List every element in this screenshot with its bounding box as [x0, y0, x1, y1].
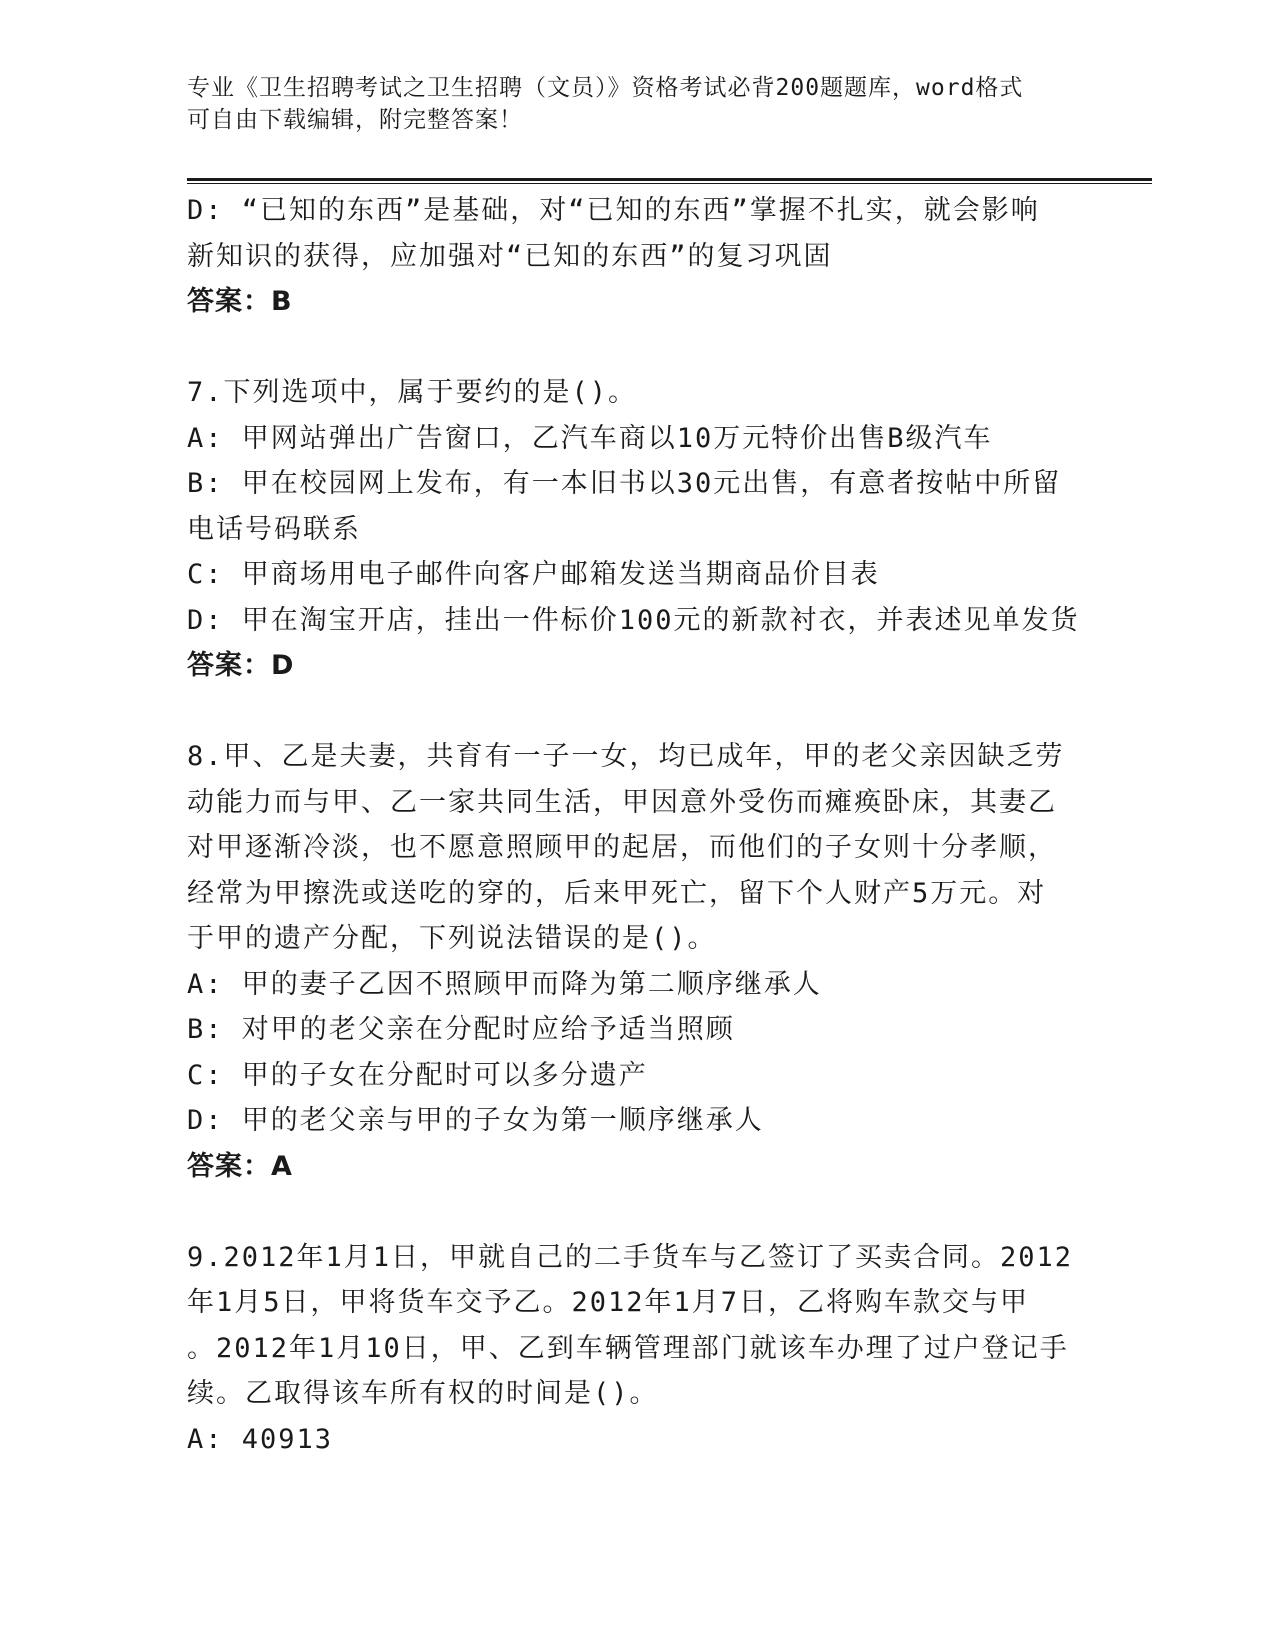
question-stem-continued: 。2012年1月10日，甲、乙到车辆管理部门就该车办理了过户登记手 [187, 1332, 1069, 1364]
answer-label: 答案：D [187, 650, 295, 681]
question-stem-continued: 经常为甲擦洗或送吃的穿的，后来甲死亡，留下个人财产5万元。对 [187, 877, 1047, 909]
question-8 [187, 734, 1087, 1189]
question-stem-continued: 续。乙取得该车所有权的时间是()。 [187, 1378, 659, 1409]
question-6-tail [187, 188, 1087, 325]
option-d: D: 甲在淘宝开店，挂出一件标价100元的新款衬衣，并表述见单发货 [187, 604, 1080, 636]
option-b-continued: 电话号码联系 [187, 513, 361, 545]
option-a: A: 甲网站弹出广告窗口，乙汽车商以10万元特价出售B级汽车 [187, 422, 993, 454]
question-stem-continued: 年1月5日，甲将货车交予乙。2012年1月7日，乙将购车款交与甲 [187, 1287, 1030, 1318]
question-stem: 7.下列选项中，属于要约的是()。 [187, 377, 638, 408]
answer-label: 答案：A [187, 1150, 293, 1182]
spacer [187, 1189, 1087, 1235]
option-a: A: 40913 [187, 1423, 334, 1455]
document-body [187, 188, 1087, 1462]
header-divider-thin [187, 183, 1152, 184]
option-c: C: 甲商场用电子邮件向客户邮箱发送当期商品价目表 [187, 559, 880, 590]
option-b: B: 甲在校园网上发布，有一本旧书以30元出售，有意者按帖中所留 [187, 468, 1062, 499]
option-d: D: “已知的东西”是基础，对“已知的东西”掌握不扎实，就会影响 [187, 195, 1040, 226]
option-d-continued: 新知识的获得，应加强对“已知的东西”的复习巩固 [187, 240, 833, 272]
question-9 [187, 1235, 1087, 1463]
spacer [187, 689, 1087, 735]
question-stem: 8.甲、乙是夫妻，共育有一子一女，均已成年，甲的老父亲因缺乏劳 [187, 741, 1065, 772]
answer-label: 答案：B [187, 286, 293, 317]
question-stem-continued: 于甲的遗产分配，下列说法错误的是()。 [187, 923, 717, 954]
spacer [187, 325, 1087, 371]
option-c: C: 甲的子女在分配时可以多分遗产 [187, 1059, 648, 1091]
question-7 [187, 370, 1087, 689]
option-b: B: 对甲的老父亲在分配时应给予适当照顾 [187, 1014, 735, 1045]
option-d: D: 甲的老父亲与甲的子女为第一顺序继承人 [187, 1105, 764, 1136]
header-title-line-1: 专业《卫生招聘考试之卫生招聘（文员）》资格考试必背200题题库，word格式 [187, 75, 1024, 101]
question-stem-continued: 对甲逐渐冷淡，也不愿意照顾甲的起居，而他们的子女则十分孝顺， [187, 832, 1057, 863]
document-header [187, 72, 1077, 136]
option-a: A: 甲的妻子乙因不照顾甲而降为第二顺序继承人 [187, 968, 822, 1000]
header-divider-thick [187, 178, 1152, 181]
question-stem: 9.2012年1月1日，甲就自己的二手货车与乙签订了买卖合同。2012 [187, 1241, 1074, 1273]
question-stem-continued: 动能力而与甲、乙一家共同生活，甲因意外受伤而瘫痪卧床，其妻乙 [187, 786, 1057, 818]
header-title-line-2: 可自由下载编辑，附完整答案！ [187, 107, 523, 133]
